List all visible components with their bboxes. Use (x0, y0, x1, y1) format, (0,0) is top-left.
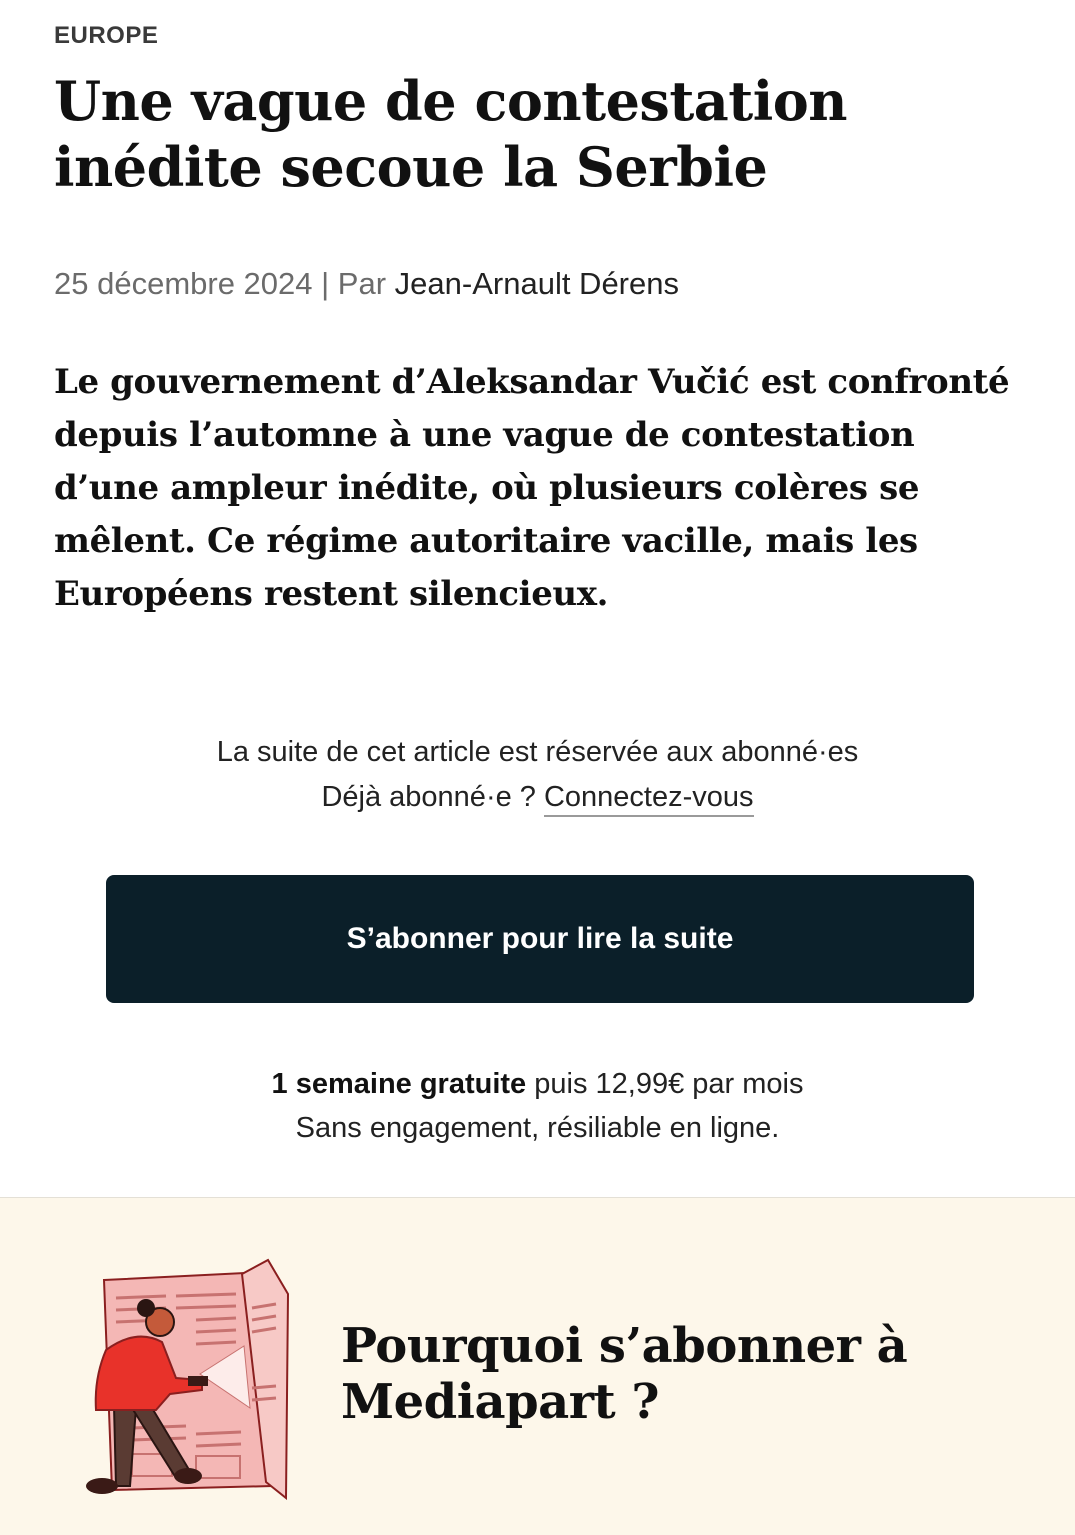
article-lead: Le gouvernement d’Aleksandar Vučić est confronté depuis l’automne à une vague de contestation d’une ampleur inédite, où plusieurs colères se mêlent. Ce régime autoritaire vacille, mais les Européens restent silencieux. (54, 362, 1010, 614)
offer-free-week: 1 semaine gratuite (271, 1068, 527, 1100)
already-subscribed-text: Déjà abonné·e ? (321, 781, 544, 813)
article-author[interactable]: Jean-Arnault Dérens (394, 266, 679, 301)
article-headline: Une vague de contestation inédite secoue la Serbie (54, 69, 847, 199)
byline-separator: | Par (312, 266, 395, 301)
offer-terms: Sans engagement, résiliable en ligne. (295, 1112, 780, 1144)
section-label[interactable]: EUROPE (54, 22, 159, 49)
article-date: 25 décembre 2024 (54, 266, 313, 301)
offer-monthly-price: puis 12,99€ par mois (526, 1068, 804, 1100)
subscribe-button[interactable]: S’abonner pour lire la suite (106, 875, 974, 1003)
paywall-notice: La suite de cet article est réservée aux abonné·es (216, 736, 859, 768)
byline (54, 266, 679, 302)
promo-section (0, 1198, 1075, 1535)
offer-price (0, 1062, 1075, 1106)
offer-details (0, 1062, 1075, 1150)
promo-title: Pourquoi s’abonner à Mediapart ? (341, 1318, 908, 1430)
paywall-message (0, 730, 1075, 820)
newspaper-reader-illustration (76, 1258, 296, 1500)
login-prompt (0, 775, 1075, 820)
login-link[interactable]: Connectez-vous (544, 781, 754, 817)
